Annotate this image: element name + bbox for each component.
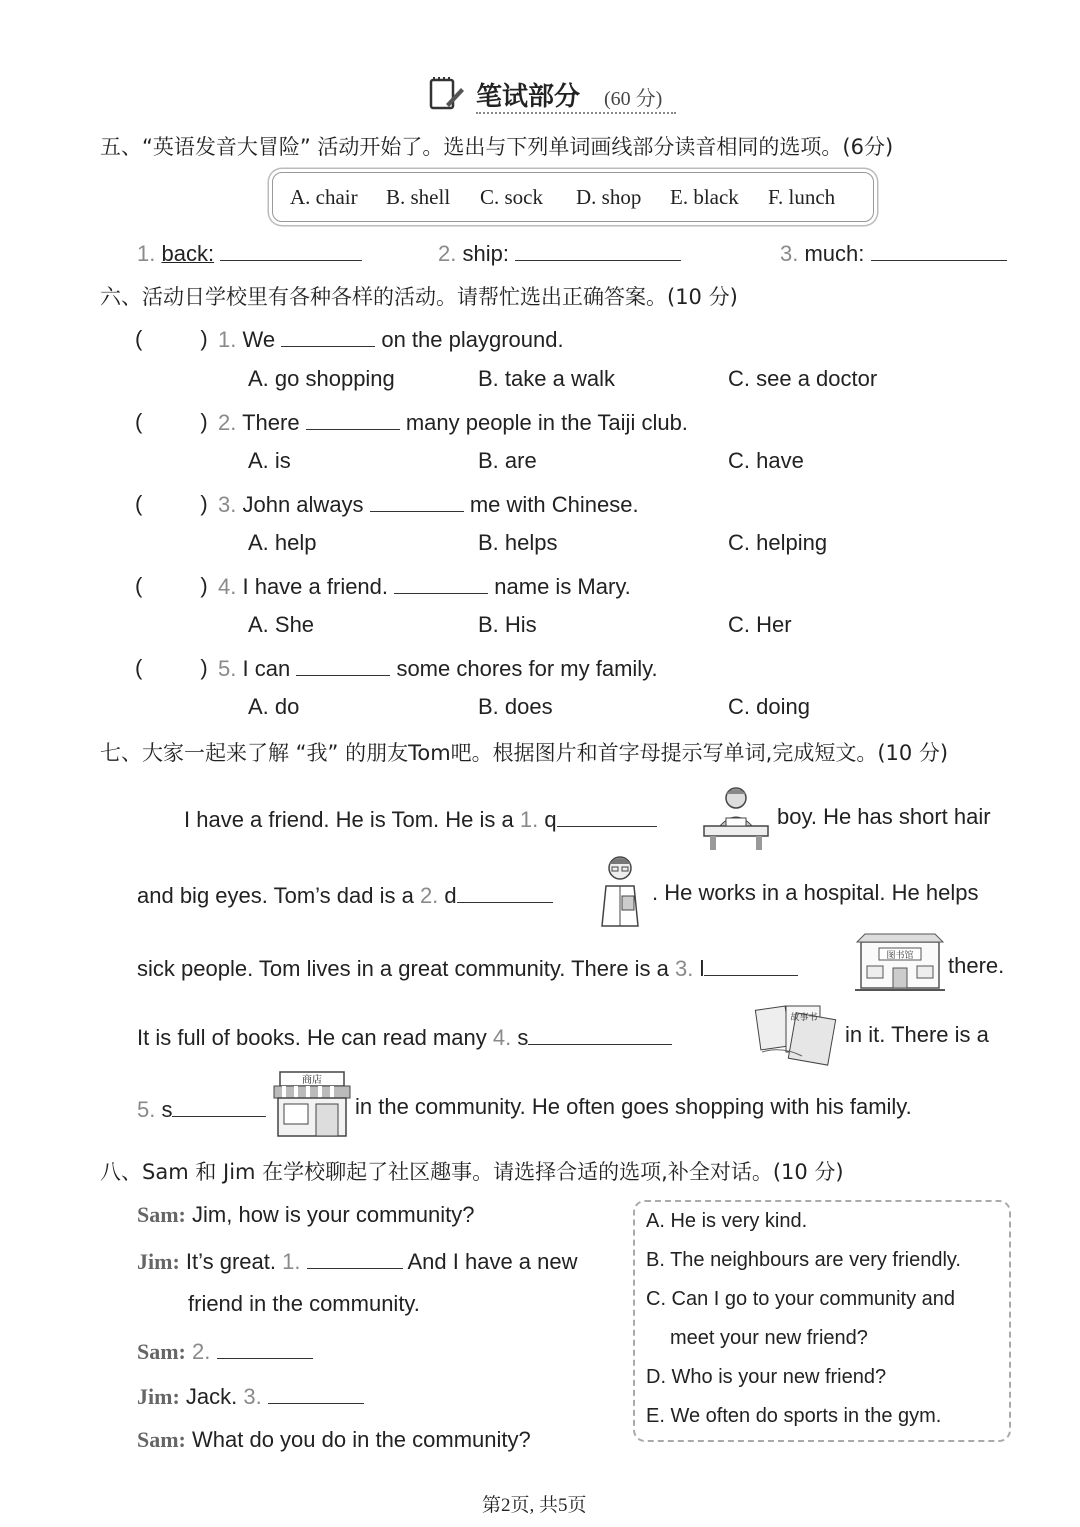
s8-option: E. We often do sports in the gym. <box>646 1405 942 1427</box>
library-picture <box>855 932 945 994</box>
shop-sign: 商店 <box>302 1075 322 1086</box>
answer-blank[interactable] <box>172 1094 266 1117</box>
s7-line4: It is full of books. He can read many 4. s <box>137 1022 672 1051</box>
shop-picture <box>270 1068 354 1138</box>
s7-line2-end: . He works in a hospital. He helps <box>652 880 979 905</box>
s5-q2: 2. ship: <box>438 238 681 267</box>
answer-blank[interactable] <box>306 407 400 430</box>
answer-paren[interactable] <box>142 653 200 675</box>
s7-line3: sick people. Tom lives in a great community. There is a 3. l <box>137 953 798 982</box>
s8-option: meet your new friend? <box>670 1327 868 1349</box>
answer-paren[interactable] <box>142 324 200 346</box>
header-score: (60 分) <box>604 88 663 110</box>
answer-blank[interactable] <box>515 238 681 261</box>
answer-blank[interactable] <box>871 238 1007 261</box>
s5-option: E. black <box>670 185 739 209</box>
s5-heading: 五、“英语发音大冒险” 活动开始了。选出与下列单词画线部分读音相同的选项。(6分) <box>100 135 894 159</box>
s5-option: A. chair <box>290 185 358 209</box>
s7-line5: 5. s <box>137 1094 266 1123</box>
answer-paren[interactable] <box>142 407 200 429</box>
answer-blank[interactable] <box>557 804 657 827</box>
s7-line3-end: there. <box>948 953 1005 978</box>
s8-heading: 八、Sam 和 Jim 在学校聊起了社区趣事。请选择合适的选项,补全对话。(10 分) <box>100 1160 844 1184</box>
s8-option: A. He is very kind. <box>646 1210 808 1232</box>
pencil-paper-icon <box>428 74 466 112</box>
library-sign: 图书馆 <box>886 951 914 961</box>
storybooks-picture <box>748 1002 840 1066</box>
s8-dialogue-line: Sam: Jim, how is your community? <box>137 1202 475 1227</box>
s7-line1: I have a friend. He is Tom. He is a 1. q <box>184 804 657 833</box>
answer-blank[interactable] <box>307 1246 403 1269</box>
answer-blank[interactable] <box>370 489 464 512</box>
s7-line1-end: boy. He has short hair <box>777 804 991 829</box>
s7-line4-end: in it. There is a <box>845 1022 989 1047</box>
page-number: 第2页, 共5页 <box>482 1495 587 1516</box>
s8-option: C. Can I go to your community and <box>646 1288 956 1310</box>
answer-blank[interactable] <box>217 1336 313 1359</box>
s8-dialogue-line: Sam: 2. <box>137 1336 313 1365</box>
s8-dialogue-line: Jim: Jack. 3. <box>137 1381 364 1410</box>
s5-option: D. shop <box>576 185 642 209</box>
answer-paren[interactable] <box>142 489 200 511</box>
s7-line2: and big eyes. Tom’s dad is a 2. d <box>137 880 553 909</box>
answer-blank[interactable] <box>528 1022 672 1045</box>
s8-option: D. Who is your new friend? <box>646 1366 887 1388</box>
s5-q3: 3. much: <box>780 238 1007 267</box>
answer-blank[interactable] <box>704 953 798 976</box>
storybook-label: 故事书 <box>790 1013 818 1023</box>
s8-option: B. The neighbours are very friendly. <box>646 1249 961 1271</box>
s8-dialogue-line: Jim: It’s great. 1. And I have a new <box>137 1246 578 1275</box>
answer-blank[interactable] <box>457 880 553 903</box>
header-underline <box>476 112 676 114</box>
answer-blank[interactable] <box>220 238 362 261</box>
s8-dialogue-line: Sam: What do you do in the community? <box>137 1427 531 1452</box>
header-title: 笔试部分 <box>476 82 581 112</box>
s7-line5-end: in the community. He often goes shopping with his family. <box>355 1094 912 1119</box>
s7-heading: 七、大家一起来了解 “我” 的朋友Tom吧。根据图片和首字母提示写单词,完成短文。(10 分) <box>100 741 949 765</box>
s5-q1: 1. back: <box>137 238 362 267</box>
s5-option: C. sock <box>480 185 543 209</box>
s5-option: F. lunch <box>768 185 836 209</box>
s5-option: B. shell <box>386 185 451 209</box>
answer-blank[interactable] <box>281 324 375 347</box>
answer-blank[interactable] <box>268 1381 364 1404</box>
s8-dialogue-line: friend in the community. <box>188 1291 420 1316</box>
student-reading-picture <box>700 782 772 852</box>
answer-paren[interactable] <box>142 571 200 593</box>
answer-blank[interactable] <box>296 653 390 676</box>
answer-blank[interactable] <box>394 571 488 594</box>
doctor-picture <box>592 852 648 928</box>
s6-heading: 六、活动日学校里有各种各样的活动。请帮忙选出正确答案。(10 分) <box>100 285 738 309</box>
